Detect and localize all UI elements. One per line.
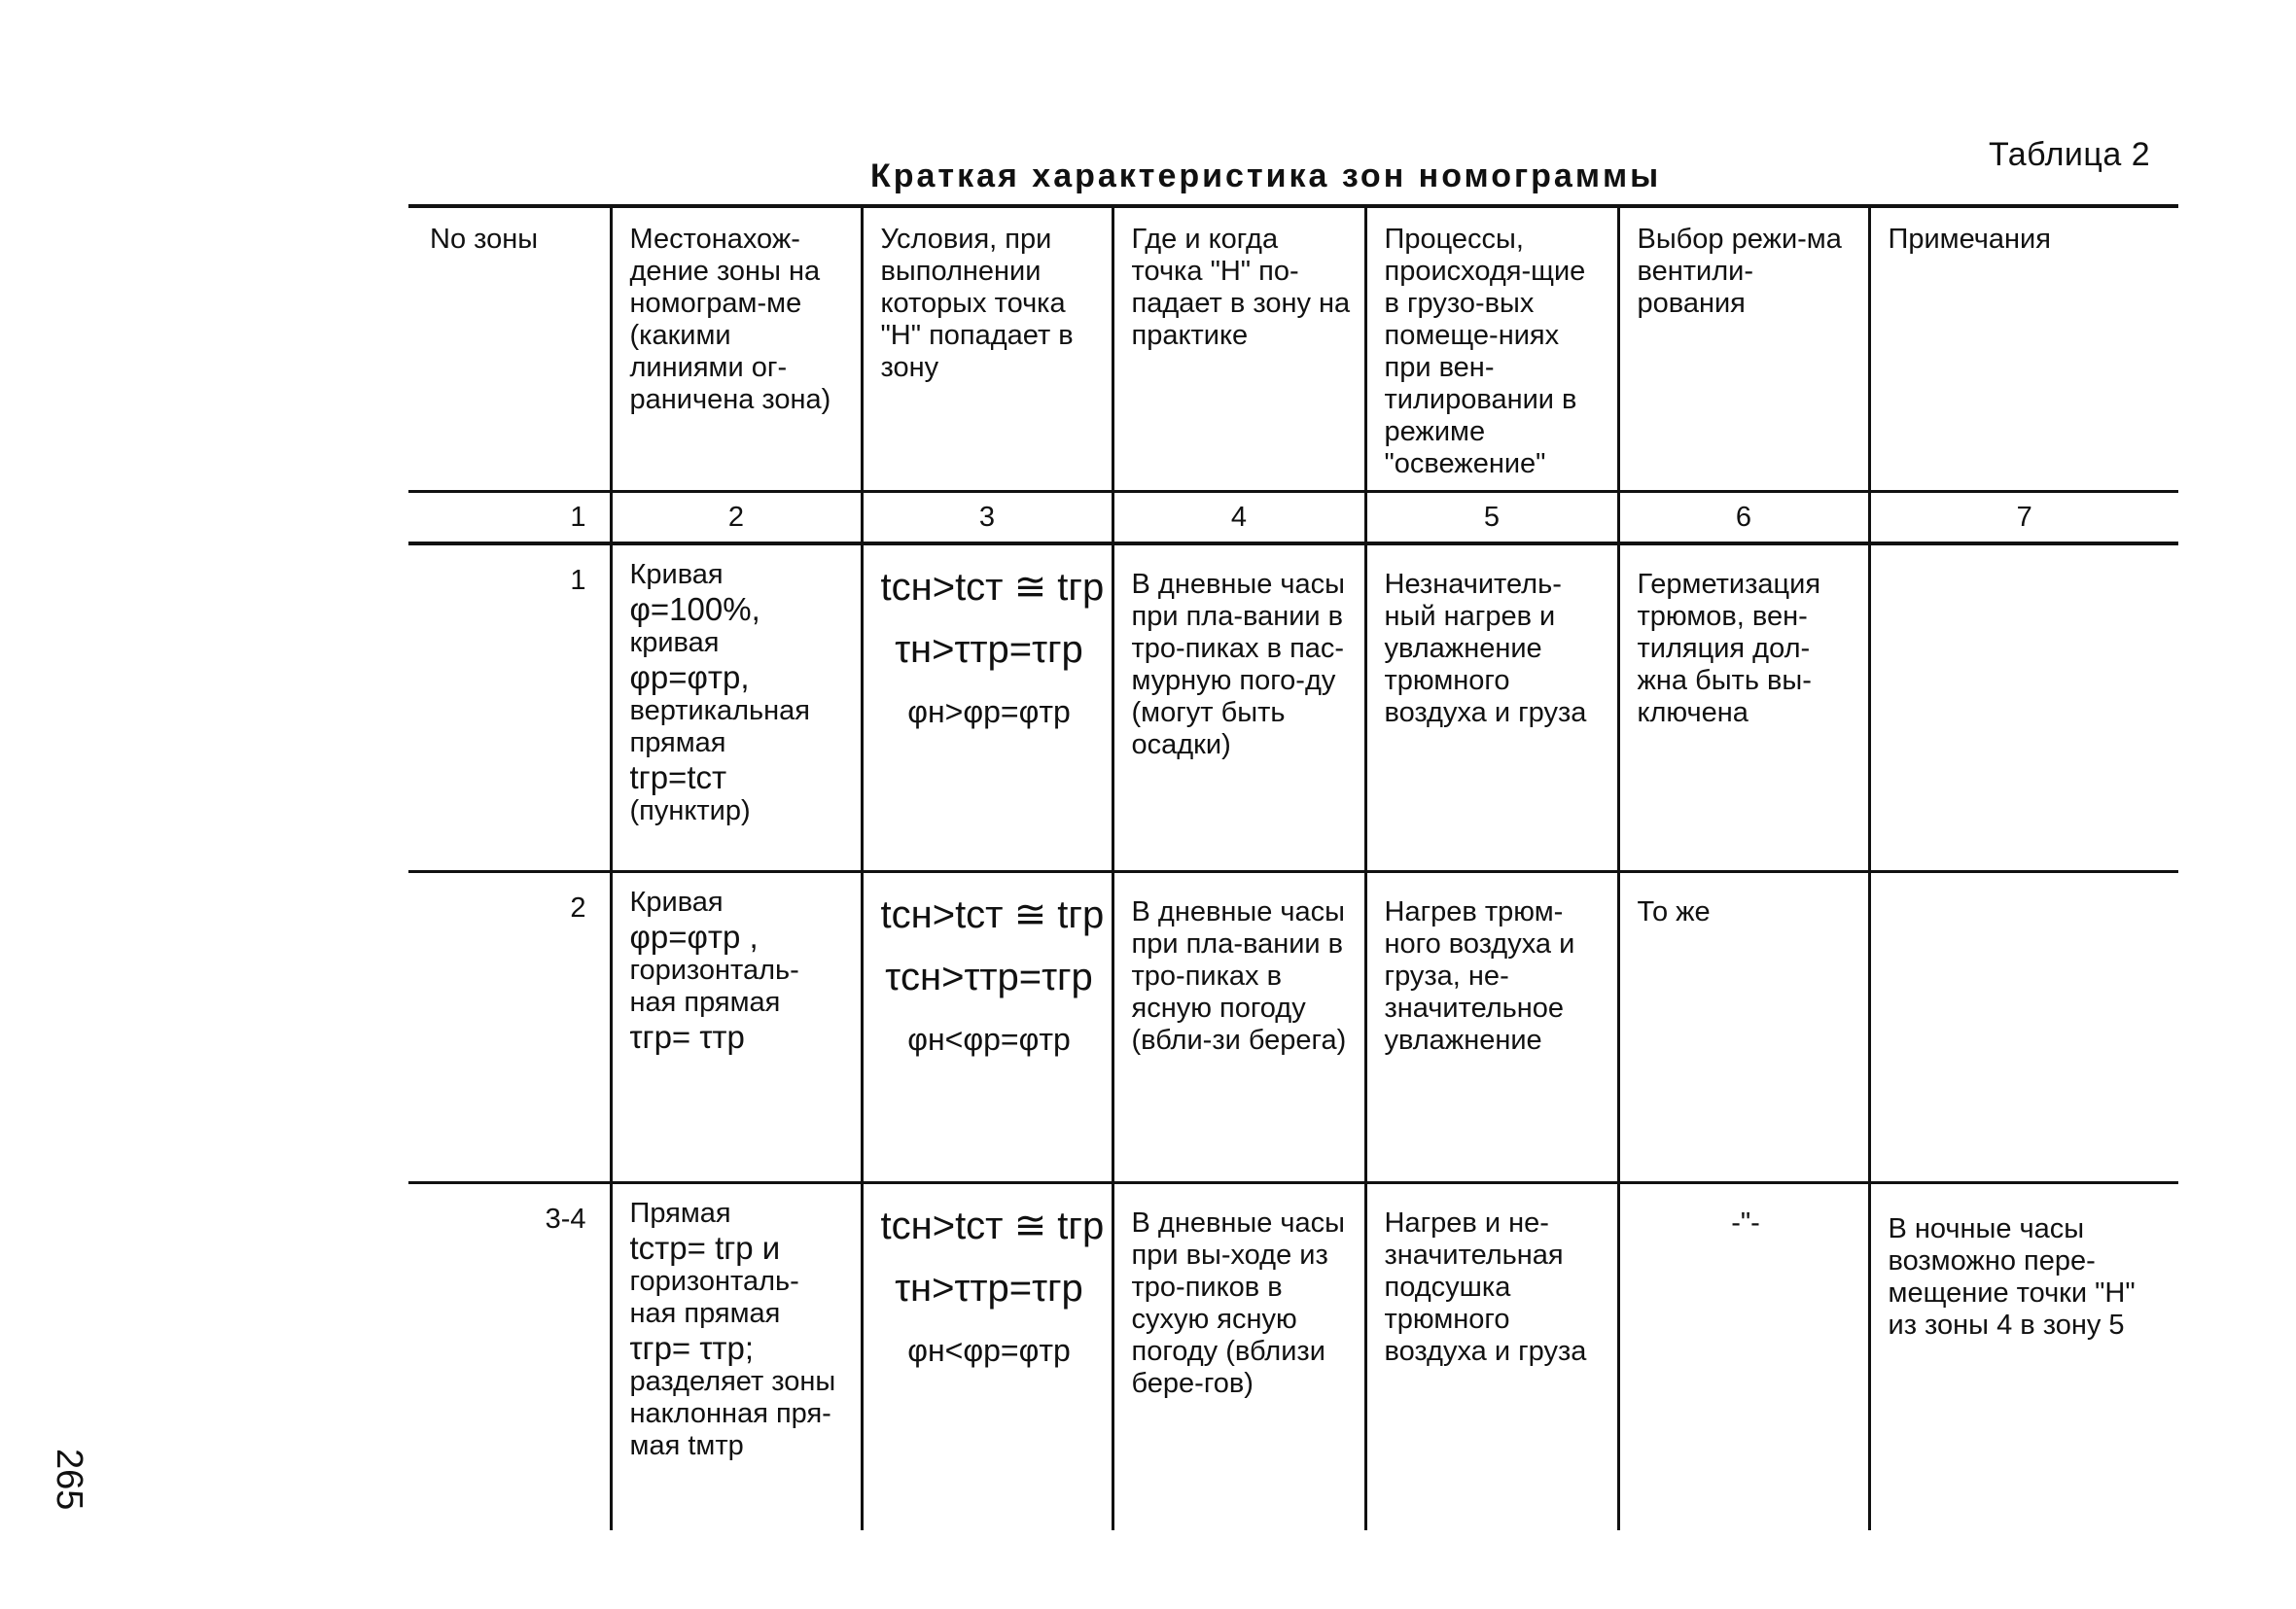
zone-conditions xyxy=(862,543,1113,872)
header-when: Где и когда точка "Н" по-падает в зону на практике xyxy=(1113,206,1365,492)
location-line: φр=φтр , xyxy=(629,919,759,955)
condition-formula: τн>τтр=τгр xyxy=(895,628,1083,671)
header-processes: Процессы, происходя-щие в грузо-вых помеще-ниях при вен-тилировании в режиме "освежение" xyxy=(1365,206,1618,492)
location-line: ная прямая xyxy=(629,987,781,1018)
table-label: Таблица 2 xyxy=(1989,136,2151,173)
location-line: Кривая xyxy=(629,887,724,918)
zone-location xyxy=(611,872,862,1183)
location-line: (пунктир) xyxy=(629,795,751,826)
location-line: горизонталь- xyxy=(629,1266,799,1297)
location-line: кривая xyxy=(629,627,720,658)
header-conditions: Условия, при выполнении которых точка "Н" попадает в зону xyxy=(862,206,1113,492)
page-number: 265 xyxy=(49,1449,89,1511)
column-number: 4 xyxy=(1113,492,1365,544)
condition-formula: φн<φр=φтр xyxy=(907,1022,1071,1057)
column-number-row xyxy=(408,492,2178,544)
zone-when: В дневные часы при вы-ходе из тро-пиков в сухую ясную погоду (вблизи бере-гов) xyxy=(1113,1183,1365,1531)
location-line: горизонталь- xyxy=(629,955,799,986)
zone-number: 3-4 xyxy=(408,1183,611,1531)
table-row xyxy=(408,1183,2178,1531)
header-location: Местонахож-дение зоны на номограм-ме (какими линиями ог-раничена зона) xyxy=(611,206,862,492)
header-zone-no: No зоны xyxy=(408,206,611,492)
zone-conditions xyxy=(862,872,1113,1183)
condition-formula: tсн>tст ≅ tгр xyxy=(880,893,1105,936)
zone-number: 1 xyxy=(570,565,586,596)
zone-location xyxy=(611,1183,862,1531)
condition-formula: φн<φр=φтр xyxy=(907,1333,1071,1368)
zone-conditions xyxy=(862,1183,1113,1531)
zone-location xyxy=(611,543,862,872)
column-number: 2 xyxy=(611,492,862,544)
zone-ventilation: -"- xyxy=(1618,1183,1869,1531)
zone-when: В дневные часы при пла-вании в тро-пиках в пас-мурную пого-ду (могут быть осадки) xyxy=(1113,543,1365,872)
zone-notes: В ночные часы возможно пере-мещение точки "Н" из зоны 4 в зону 5 xyxy=(1869,1183,2178,1531)
table-row xyxy=(408,543,2178,872)
column-number: 1 xyxy=(408,492,611,544)
location-line: τгр= τтр; xyxy=(629,1330,755,1366)
location-line: мая tмтр xyxy=(629,1430,744,1461)
zone-processes: Нагрев и не-значительная подсушка трюмного воздуха и груза xyxy=(1365,1183,1618,1531)
location-line: tстр= tгр и xyxy=(629,1230,781,1266)
header-ventilation: Выбор режи-ма вентили-рования xyxy=(1618,206,1869,492)
zone-ventilation: Герметизация трюмов, вен-тиляция дол-жна быть вы-ключена xyxy=(1618,543,1869,872)
condition-formula: τн>τтр=τгр xyxy=(895,1267,1083,1310)
column-number: 6 xyxy=(1618,492,1869,544)
column-number: 3 xyxy=(862,492,1113,544)
location-line: ная прямая xyxy=(629,1298,781,1329)
header-notes: Примечания xyxy=(1869,206,2178,492)
zone-processes: Незначитель-ный нагрев и увлажнение трюмного воздуха и груза xyxy=(1365,543,1618,872)
location-line: Прямая xyxy=(629,1198,731,1229)
location-line: φ=100%, xyxy=(629,591,760,627)
zone-when: В дневные часы при пла-вании в тро-пиках в ясную погоду (вбли-зи берега) xyxy=(1113,872,1365,1183)
location-line: наклонная пря- xyxy=(629,1398,831,1429)
location-line: τгр= τтр xyxy=(629,1019,745,1055)
zone-notes xyxy=(1869,543,2178,872)
condition-formula: tсн>tст ≅ tгр xyxy=(880,1205,1105,1247)
column-number: 7 xyxy=(1869,492,2178,544)
zone-characteristics-table xyxy=(408,204,2178,1530)
condition-formula: tсн>tст ≅ tгр xyxy=(880,566,1105,609)
column-number: 5 xyxy=(1365,492,1618,544)
location-line: tгр=tст xyxy=(629,759,727,795)
location-line: прямая xyxy=(629,727,726,758)
table-header-row xyxy=(408,206,2178,492)
zone-ventilation: То же xyxy=(1618,872,1869,1183)
condition-formula: φн>φр=φтр xyxy=(907,694,1071,729)
condition-formula: τсн>τтр=τгр xyxy=(885,956,1093,998)
zone-notes xyxy=(1869,872,2178,1183)
zone-processes: Нагрев трюм-ного воздуха и груза, не-значительное увлажнение xyxy=(1365,872,1618,1183)
page-title: Краткая характеристика зон номограммы xyxy=(870,157,1662,194)
location-line: вертикальная xyxy=(629,695,811,726)
zone-number: 2 xyxy=(408,872,611,1183)
location-line: Кривая xyxy=(629,559,724,590)
location-line: φр=φтр, xyxy=(629,659,750,695)
location-line: разделяет зоны xyxy=(629,1366,836,1397)
table-row xyxy=(408,872,2178,1183)
